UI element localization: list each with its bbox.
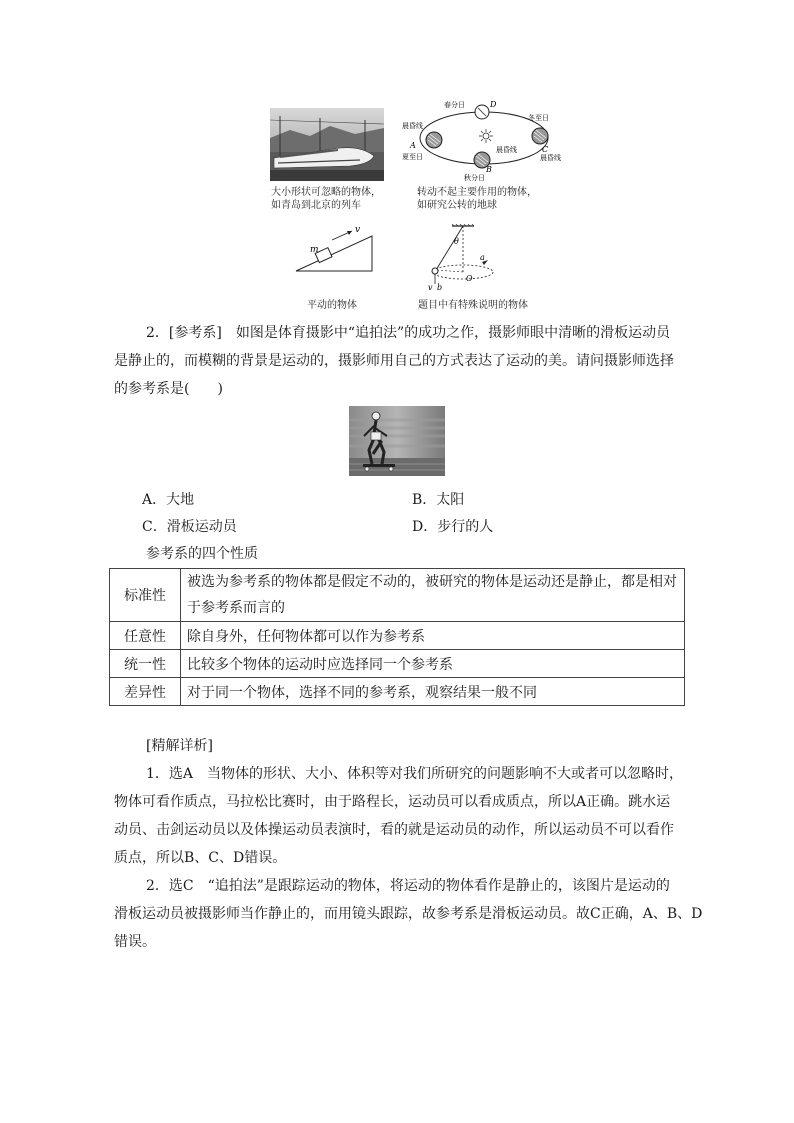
props-value-cell: 比较多个物体的运动时应选择同一个参考系 xyxy=(181,650,685,678)
table-row xyxy=(110,622,685,650)
slope-caption: 平动的物体 xyxy=(307,300,357,311)
analysis-heading: [精解详析] xyxy=(146,738,213,754)
train-caption xyxy=(271,186,381,212)
pendulum-label-a: a xyxy=(480,253,485,262)
answer1-line1: 1．选A 当物体的形状、大小、体积等对我们所研究的问题影响不大或者可以忽略时， xyxy=(146,766,684,782)
answer2-line3: 错误。 xyxy=(114,934,156,950)
orbit-label-D: D xyxy=(490,100,497,109)
earth-caption-line2: 如研究公转的地球 xyxy=(417,200,497,211)
question2-line1: 2．[参考系] 如图是体育摄影中“追拍法”的成功之作，摄影师眼中清晰的滑板运动员 xyxy=(146,325,671,341)
props-key-cell: 任意性 xyxy=(110,622,181,650)
props-title: 参考系的四个性质 xyxy=(146,546,258,562)
slope-diagram xyxy=(292,222,378,274)
slope-label-m: m xyxy=(310,245,319,255)
question2-line3: 的参考系是( ) xyxy=(114,381,223,397)
earth-caption-line1: 转动不起主要作用的物体， xyxy=(417,187,537,198)
pendulum-diagram xyxy=(420,224,500,292)
orbit-label-terminator-bottom: 晨昏线 xyxy=(496,146,517,154)
table-row xyxy=(110,650,685,678)
train-caption-line1: 大小形状可忽略的物体， xyxy=(271,187,381,198)
earth-caption xyxy=(417,186,537,212)
props-key-cell: 标准性 xyxy=(110,569,181,622)
sun-icon xyxy=(479,129,493,143)
pendulum-caption: 题目中有特殊说明的物体 xyxy=(418,300,528,311)
orbit-label-terminator-right: 晨昏线 xyxy=(540,154,561,162)
props-key-cell: 统一性 xyxy=(110,650,181,678)
slope-label-v: v xyxy=(355,225,361,235)
props-value-line: 被选为参考系的物体都是假定不动的，被研究的物体是运动还是静止，都是相对 xyxy=(187,574,677,590)
props-value-cell: 除自身外，任何物体都可以作为参考系 xyxy=(181,622,685,650)
option-A: A．大地 xyxy=(142,492,195,508)
answer1-line4: 质点，所以B、C、D错误。 xyxy=(114,850,287,866)
earth-orbit-diagram xyxy=(400,96,570,188)
option-D: D．步行的人 xyxy=(412,519,494,535)
table-row xyxy=(110,678,685,706)
orbit-label-summer: 夏至日 xyxy=(402,153,423,161)
orbit-label-B: B xyxy=(486,165,492,174)
pendulum-label-v: v xyxy=(428,283,433,292)
orbit-label-C: C xyxy=(542,145,549,154)
answer1-line2: 物体可看作质点，马拉松比赛时，由于路程长，运动员可以看成质点，所以A正确。跳水运 xyxy=(114,794,671,810)
option-B: B．太阳 xyxy=(412,492,465,508)
pendulum-label-O: O xyxy=(466,274,473,283)
orbit-label-autumn: 秋分日 xyxy=(464,174,485,182)
props-value-cell xyxy=(181,569,685,622)
answer2-line2: 滑板运动员被摄影师当作静止的，而用镜头跟踪，故参考系是滑板运动员。故C正确，A、B、D xyxy=(114,906,703,922)
props-value-cell: 对于同一个物体，选择不同的参考系，观察结果一般不同 xyxy=(181,678,685,706)
table-row xyxy=(110,569,685,622)
orbit-label-winter: 冬至日 xyxy=(528,114,549,122)
answer1-line3: 动员、击剑运动员以及体操运动员表演时，看的就是运动员的动作，所以运动员不可以看作 xyxy=(114,822,674,838)
option-C: C．滑板运动员 xyxy=(142,519,237,535)
answer2-line1: 2．选C “追拍法”是跟踪运动的物体，将运动的物体看作是静止的，该图片是运动的 xyxy=(146,878,670,894)
orbit-label-terminator-left: 晨昏线 xyxy=(402,122,423,130)
pendulum-label-b: b xyxy=(437,283,443,292)
orbit-label-spring: 春分日 xyxy=(444,101,465,109)
skateboarder-photo xyxy=(349,406,445,476)
props-key-cell: 差异性 xyxy=(110,678,181,706)
train-caption-line2: 如青岛到北京的列车 xyxy=(271,200,361,211)
pendulum-label-theta: θ xyxy=(454,237,459,246)
train-photo xyxy=(270,108,384,181)
props-value-line: 于参考系而言的 xyxy=(187,600,285,616)
question2-line2: 是静止的，而模糊的背景是运动的，摄影师用自己的方式表达了运动的美。请问摄影师选择 xyxy=(114,353,674,369)
props-table xyxy=(109,568,685,706)
orbit-label-A: A xyxy=(410,141,416,150)
